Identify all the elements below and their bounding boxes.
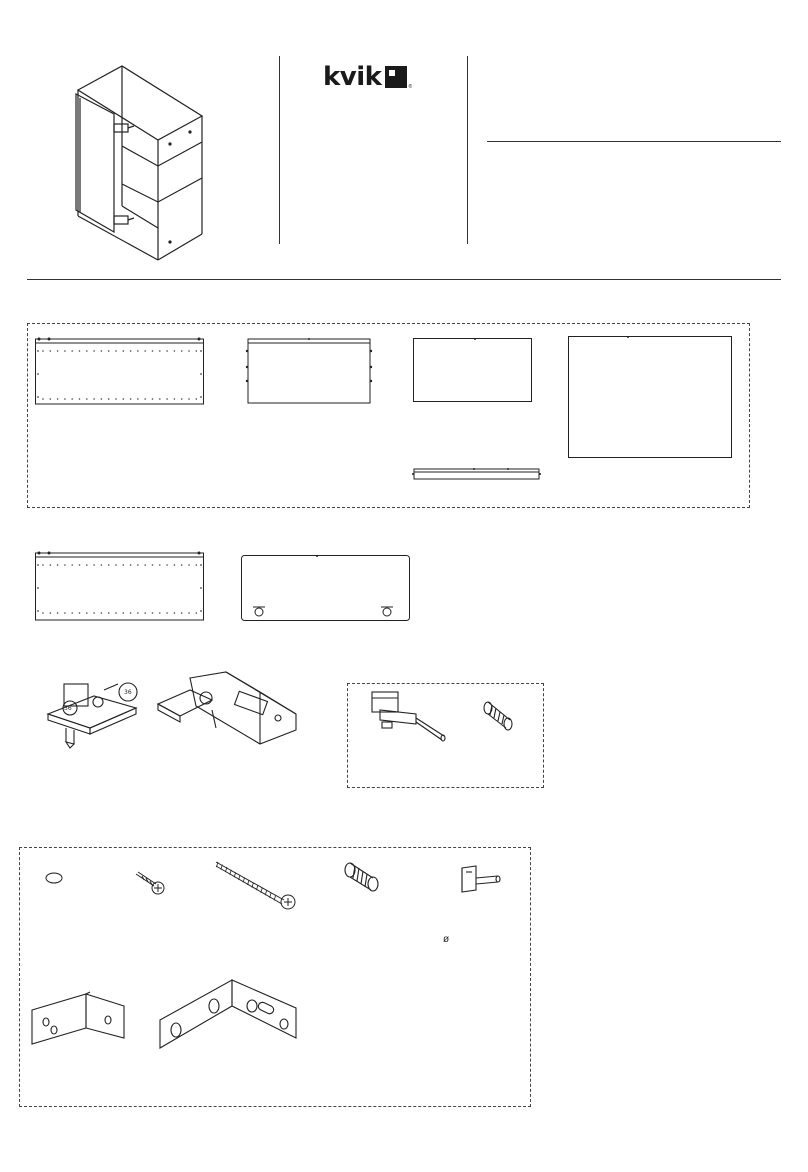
panel-hole [93, 398, 95, 400]
panel-hole [50, 564, 52, 566]
panel-hole [108, 350, 110, 352]
panel-hole [181, 350, 183, 352]
panel-hole [166, 564, 168, 566]
diameter-symbol: ø [443, 934, 450, 945]
panel-hole [166, 398, 168, 400]
panel-hole [159, 612, 161, 614]
panel-hole [174, 564, 176, 566]
panel-edge-hole [200, 373, 202, 375]
panel-hole [188, 564, 190, 566]
panel-hole [86, 398, 88, 400]
panel-hole [159, 350, 161, 352]
panel-hole [42, 350, 44, 352]
panel-edge-hole [200, 587, 202, 589]
panel-hole [71, 612, 73, 614]
panel-back-icon [568, 336, 733, 458]
panel-hole [79, 612, 81, 614]
panel-edge-hole [200, 350, 202, 352]
header-separator [27, 279, 781, 280]
title-underline [487, 141, 781, 142]
panel-hole [137, 564, 139, 566]
header-divider-left [279, 56, 280, 244]
panel-hole [93, 350, 95, 352]
panel-hole [144, 398, 146, 400]
hinge-icon [156, 670, 306, 750]
panel-rail-icon [412, 467, 542, 481]
panel-hole [181, 398, 183, 400]
panel-hole [152, 564, 154, 566]
panel-hole [115, 564, 117, 566]
brand-logo [323, 64, 412, 90]
panel-hole [115, 350, 117, 352]
panel-hole [196, 398, 198, 400]
panel-hole [42, 564, 44, 566]
panel-hole [108, 398, 110, 400]
svg-text:36: 36 [64, 705, 72, 712]
panel-hole [188, 612, 190, 614]
panel-hole [57, 612, 59, 614]
dowel-icon [482, 700, 522, 734]
push-latch-icon [368, 688, 450, 744]
panel-hole [188, 398, 190, 400]
panel-hole [71, 350, 73, 352]
panel-hole [166, 612, 168, 614]
panel-hole [144, 564, 146, 566]
panel-hole [137, 398, 139, 400]
panel-hole [79, 564, 81, 566]
brand-name: kvik [323, 62, 382, 92]
panel-hole [123, 564, 125, 566]
registered-mark: ® [408, 84, 413, 90]
panel-hole [57, 564, 59, 566]
panel-hole [101, 612, 103, 614]
panel-hole [64, 564, 66, 566]
panel-hole [130, 564, 132, 566]
panel-hole [123, 612, 125, 614]
panel-shelf-icon [413, 338, 533, 402]
panel-hole [42, 612, 44, 614]
screw-small-icon [134, 872, 166, 896]
panel-door-icon [241, 555, 411, 623]
panel-edge-hole [37, 396, 39, 398]
hinge-plate-icon [44, 674, 144, 752]
panel-hole [79, 350, 81, 352]
panel-hole [42, 398, 44, 400]
dowel-large-icon [343, 862, 383, 894]
panel-hole [108, 564, 110, 566]
panel-hole [130, 350, 132, 352]
panel-hole [115, 398, 117, 400]
panel-hole [93, 612, 95, 614]
panel-hole [64, 398, 66, 400]
panel-hole [86, 350, 88, 352]
panel-edge-hole [200, 610, 202, 612]
panel-hole [64, 350, 66, 352]
panel-edge-hole [200, 396, 202, 398]
panel-hole [152, 398, 154, 400]
panel-hole [123, 398, 125, 400]
panel-hole [152, 612, 154, 614]
panel-hole [130, 612, 132, 614]
panel-hole [152, 350, 154, 352]
panel-hole [144, 350, 146, 352]
screw-long-icon [214, 860, 298, 912]
panel-hole [57, 350, 59, 352]
cap-icon [44, 871, 64, 885]
panel-hole [101, 350, 103, 352]
panel-hole [71, 398, 73, 400]
panel-hole [101, 564, 103, 566]
panel-hole [93, 564, 95, 566]
panel-hole [137, 612, 139, 614]
panel-hole [174, 398, 176, 400]
panel-hole [137, 350, 139, 352]
panel-hole [71, 564, 73, 566]
panel-hole [108, 612, 110, 614]
angle-bracket-large-icon [158, 976, 298, 1052]
panel-hole [196, 564, 198, 566]
panel-hole [181, 564, 183, 566]
panel-edge-hole [37, 587, 39, 589]
panel-edge-hole [200, 564, 202, 566]
panel-hole [159, 398, 161, 400]
panel-hole [159, 564, 161, 566]
panel-hole [196, 350, 198, 352]
panel-hole [188, 350, 190, 352]
panel-edge-hole [37, 610, 39, 612]
header-divider-right [467, 56, 468, 244]
panel-hole [86, 564, 88, 566]
shelf-support-icon [458, 864, 506, 898]
panel-edge-hole [37, 373, 39, 375]
panel-top-icon [246, 337, 372, 405]
panel-hole [79, 398, 81, 400]
panel-hole [115, 612, 117, 614]
panel-side-second-icon [35, 551, 205, 621]
panel-hole [196, 612, 198, 614]
panel-hole [50, 350, 52, 352]
panel-hole [50, 612, 52, 614]
angle-bracket-small-icon [28, 988, 128, 1048]
panel-hole [144, 612, 146, 614]
panel-hole [50, 398, 52, 400]
panel-hole [57, 398, 59, 400]
panel-hole [174, 612, 176, 614]
panel-hole [64, 612, 66, 614]
svg-text:36: 36 [124, 689, 132, 696]
cabinet-illustration-icon [60, 56, 220, 266]
panel-side-icon [35, 337, 205, 405]
panel-hole [86, 612, 88, 614]
panel-hole [166, 350, 168, 352]
panel-hole [181, 612, 183, 614]
panel-edge-hole [37, 564, 39, 566]
panel-hole [101, 398, 103, 400]
panel-hole [130, 398, 132, 400]
panel-hole [123, 350, 125, 352]
panel-edge-hole [37, 350, 39, 352]
panel-hole [174, 350, 176, 352]
brand-mark-icon [385, 66, 407, 88]
